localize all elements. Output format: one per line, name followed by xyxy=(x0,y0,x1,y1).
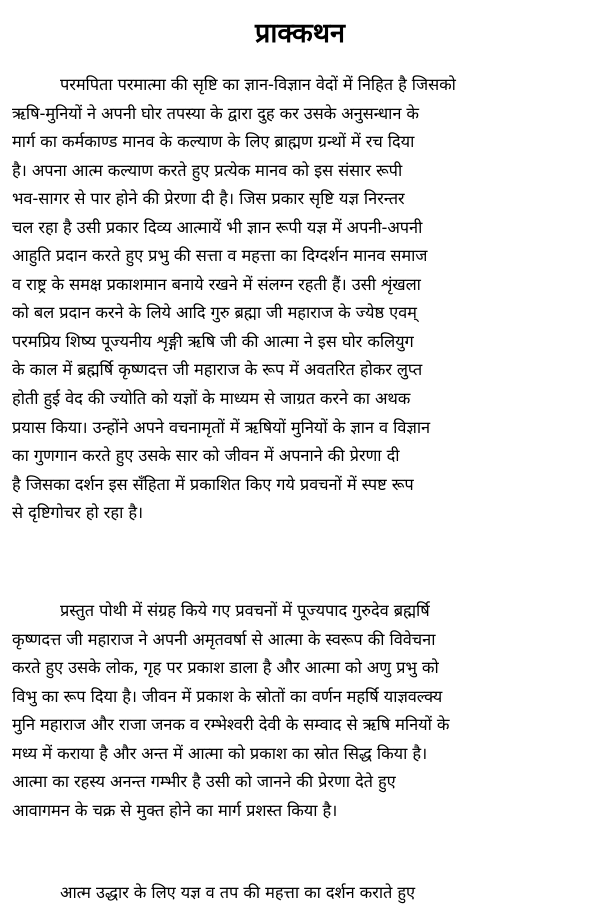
page-title: प्राक्कथन xyxy=(254,18,346,49)
text-line: कृष्णदत्त जी महाराज ने अपनी अमृतवर्षा से आत्मा के स्वरूप की विवेचना xyxy=(12,629,436,649)
text-line: का गुणगान करते हुए उसके सार को जीवन में अपनाने की प्रेरणा दी xyxy=(12,446,400,466)
text-line: मार्ग का कर्मकाण्ड मानव के कल्याण के लिए ब्राह्मण ग्रन्थों में रच दिया xyxy=(12,132,415,152)
text-line: आहुति प्रदान करते हुए प्रभु की सत्ता व महत्ता का दिग्दर्शन मानव समाज xyxy=(12,246,428,266)
text-line: आवागमन के चक्र से मुक्त होने का मार्ग प्रशस्त किया है। xyxy=(12,800,338,820)
text-line: के काल में ब्रह्मर्षि कृष्णदत्त जी महाराज के रूप में अवतरित होकर लुप्त xyxy=(12,360,423,380)
paragraph-3 xyxy=(12,879,590,908)
text-line: ऋषि-मुनियों ने अपनी घोर तपस्या के द्वारा दुह कर उसके अनुसन्धान के xyxy=(12,103,419,123)
paragraph-2 xyxy=(12,597,590,825)
text-line: चल रहा है उसी प्रकार दिव्य आत्मायें भी ज्ञान रूपी यज्ञ में अपनी-अपनी xyxy=(12,217,423,237)
text-line: होती हुई वेद की ज्योति को यज्ञों के माध्यम से जाग्रत करने का अथक xyxy=(12,389,411,409)
text-line: मध्य में कराया है और अन्त में आत्मा को प्रकाश का स्रोत सिद्ध किया है। xyxy=(12,743,428,763)
text-line: भव-सागर से पार होने की प्रेरणा दी है। जिस प्रकार सृष्टि यज्ञ निरन्तर xyxy=(12,189,405,209)
text-line: प्रस्तुत पोथी में संग्रह किये गए प्रवचनों में पूज्यपाद गुरुदेव ब्रह्मर्षि xyxy=(60,601,430,620)
text-line: करते हुए उसके लोक, गृह पर प्रकाश डाला है और आत्मा को अणु प्रभु को xyxy=(12,658,439,678)
text-line: मुनि महाराज और राजा जनक व रम्भेश्वरी देवी के सम्वाद से ऋषि मनियों के xyxy=(12,715,450,735)
text-line: आत्मा का रहस्य अनन्त गम्भीर है उसी को जानने की प्रेरणा देते हुए xyxy=(12,772,396,792)
text-line: व राष्ट्र के समक्ष प्रकाशमान बनाये रखने में संलग्न रहती हैं। उसी शृंखला xyxy=(12,274,421,294)
text-line: विभु का रूप दिया है। जीवन में प्रकाश के स्रोतों का वर्णन महर्षि याज्ञवल्क्य xyxy=(12,686,443,706)
text-line: आत्म उद्धार के लिए यज्ञ व तप की महत्ता का दर्शन कराते हुए xyxy=(60,883,415,902)
text-line: परमप्रिय शिष्य पूज्यनीय शृङ्गी ऋषि जी की आत्मा ने इस घोर कलियुग xyxy=(12,331,414,351)
text-line: को बल प्रदान करने के लिये आदि गुरु ब्रह्मा जी महाराज के ज्येष्ठ एवम् xyxy=(12,303,417,323)
text-line: परमपिता परमात्मा की सृष्टि का ज्ञान-विज्ञान वेदों में निहित है जिसको xyxy=(60,75,456,94)
text-line: प्रयास किया। उन्होंने अपने वचनामृतों में ऋषियों मुनियों के ज्ञान व विज्ञान xyxy=(12,417,430,437)
text-line: है। अपना आत्म कल्याण करते हुए प्रत्येक मानव को इस संसार रूपी xyxy=(12,160,403,180)
paragraph-1 xyxy=(12,71,590,528)
text-line: है जिसका दर्शन इस सँहिता में प्रकाशित किए गये प्रवचनों में स्पष्ट रूप xyxy=(12,474,414,494)
text-line: से दृष्टिगोचर हो रहा है। xyxy=(12,503,144,523)
